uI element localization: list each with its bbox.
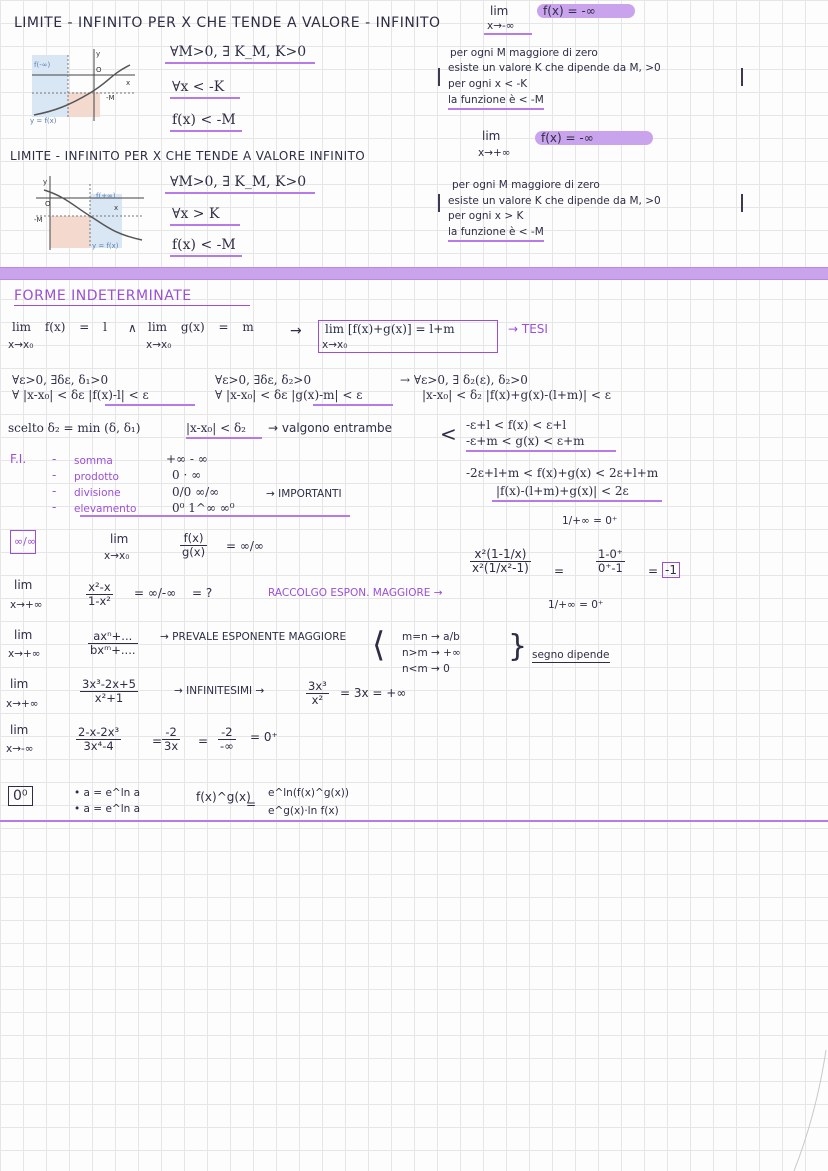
fi-form-3: 0⁰ 1^∞ ∞⁰ bbox=[172, 501, 235, 515]
note1: 1/+∞ = 0⁺ bbox=[562, 515, 618, 527]
section1-cond3: f(x) < -M bbox=[172, 112, 236, 128]
note2: 1/+∞ = 0⁺ bbox=[548, 599, 604, 611]
zero-eq: = bbox=[246, 797, 257, 811]
forme-hyp2-sub: x→x₀ bbox=[146, 339, 172, 351]
forme-def1a: ∀ε>0, ∃δε, δ₁>0 bbox=[12, 373, 109, 387]
svg-text:O: O bbox=[45, 200, 51, 208]
ex4-frac: $\frac{\text{3x³-2x+5}}{\text{x²+1}}$ bbox=[82, 677, 136, 705]
ex3-sub: x→+∞ bbox=[8, 648, 41, 660]
svg-text:y: y bbox=[96, 50, 101, 58]
ex5-lim: lim bbox=[10, 723, 29, 737]
ex5-res: = 0⁺ bbox=[250, 730, 278, 744]
raccolgo: RACCOLGO ESPON. MAGGIORE → bbox=[268, 587, 443, 599]
fi-form-2: 0/0 ∞/∞ bbox=[172, 485, 220, 499]
segno: segno dipende bbox=[532, 649, 610, 661]
section1-desc-0: per ogni M maggiore di zero bbox=[450, 47, 598, 59]
section2-graph bbox=[34, 174, 149, 254]
section1-cond2: ∀x < -K bbox=[172, 79, 225, 95]
ex5-frac: $\frac{\text{2-x-2x³}}{\text{3x⁴-4}}$ bbox=[78, 725, 120, 753]
ex1-sub: x→x₀ bbox=[104, 550, 130, 562]
section2-desc-2: per ogni x > K bbox=[448, 210, 524, 222]
section2-lim-sub: x→+∞ bbox=[478, 147, 511, 159]
section1-lim-underline bbox=[484, 33, 532, 35]
forme-ineq1: -ε+l < f(x) < ε+l bbox=[466, 418, 567, 432]
case-0: m=n → a/b bbox=[402, 631, 460, 643]
svg-text:-M: -M bbox=[34, 216, 43, 224]
inf-box: ∞/∞ bbox=[10, 530, 36, 554]
fi-form-0: +∞ - ∞ bbox=[166, 452, 208, 466]
forme-title: FORME INDETERMINATE bbox=[14, 289, 250, 306]
calc-eq: = bbox=[554, 564, 565, 578]
zero-fx: f(x)^g(x) bbox=[196, 790, 251, 804]
svg-text:y: y bbox=[43, 178, 48, 186]
section1-graph bbox=[30, 45, 145, 125]
forme-hyp1: lim f(x) = l bbox=[12, 320, 107, 334]
ex2-frac: $\frac{\text{x²-x}}{\text{1-x²}}$ bbox=[88, 580, 111, 608]
ex4-res: = 3x = +∞ bbox=[340, 686, 407, 700]
ex2-res2: = ? bbox=[192, 586, 213, 600]
forme-tesi: → TESI bbox=[508, 322, 548, 336]
fi-item-1: prodotto bbox=[74, 471, 119, 483]
section2-cond3: f(x) < -M bbox=[172, 237, 236, 253]
ex1-lim: lim bbox=[110, 532, 129, 546]
calc-result: -1 bbox=[662, 562, 680, 578]
section-divider bbox=[0, 267, 828, 280]
section1-desc-2: per ogni x < -K bbox=[448, 78, 528, 90]
case-2: n<m → 0 bbox=[402, 663, 450, 675]
ex4-sub: x→+∞ bbox=[6, 698, 39, 710]
section2-title: LIMITE - INFINITO PER X CHE TENDE A VALORE INFINITO bbox=[10, 149, 366, 163]
section2-desc-3: la funzione è < -M bbox=[448, 225, 544, 242]
fi-item-0: somma bbox=[74, 455, 113, 467]
case-1: n>m → +∞ bbox=[402, 647, 461, 659]
forme-brace: < bbox=[440, 422, 457, 446]
section2-lim-label: lim bbox=[482, 129, 501, 143]
svg-text:x: x bbox=[126, 79, 131, 87]
section2-desc-1: esiste un valore K che dipende da M, >0 bbox=[448, 195, 661, 207]
bottom-divider bbox=[0, 820, 828, 822]
ex2-lim: lim bbox=[14, 578, 33, 592]
svg-text:y = f(x): y = f(x) bbox=[92, 242, 119, 250]
svg-text:f(+∞): f(+∞) bbox=[96, 192, 116, 200]
fi-form-1: 0 · ∞ bbox=[172, 468, 202, 482]
ex5-sub: x→-∞ bbox=[6, 743, 34, 755]
zero-r2: e^g(x)·ln f(x) bbox=[268, 805, 339, 817]
calc-res-frac: $\frac{1-0^+}{0^+-1}$ bbox=[598, 547, 623, 575]
section1-cond1: ∀M>0, ∃ K_M, K>0 bbox=[170, 44, 307, 60]
forme-def2a: ∀ε>0, ∃δε, δ₂>0 bbox=[215, 373, 312, 387]
section1-lim-label: lim bbox=[490, 4, 509, 18]
svg-text:x: x bbox=[114, 204, 119, 212]
section1-desc-3: la funzione è < -M bbox=[448, 93, 544, 110]
ex5-r2-frac: -2 -∞ bbox=[220, 725, 234, 753]
ex2-res1: = ∞/-∞ bbox=[134, 586, 177, 600]
forme-hyp1-sub: x→x₀ bbox=[8, 339, 34, 351]
graph-label-fx: f(-∞) bbox=[34, 61, 51, 69]
forme-hyp2: lim g(x) = m bbox=[148, 320, 254, 334]
forme-def2b: ∀ |x-x₀| < δε |g(x)-m| < ε bbox=[215, 388, 363, 402]
fi-item-2: divisione bbox=[74, 487, 121, 499]
ex2-sub: x→+∞ bbox=[10, 599, 43, 611]
forme-scelto2: |x-x₀| < δ₂ bbox=[186, 421, 246, 435]
section1-desc-1: esiste un valore K che dipende da M, >0 bbox=[448, 62, 661, 74]
prevale: → PREVALE ESPONENTE MAGGIORE bbox=[160, 631, 347, 643]
forme-valgono: → valgono entrambe bbox=[268, 421, 393, 435]
forme-thesis-sub: x→x₀ bbox=[322, 339, 348, 351]
forme-def3a: → ∀ε>0, ∃ δ₂(ε), δ₂>0 bbox=[400, 373, 528, 387]
infinitesimi: → INFINITESIMI → bbox=[174, 685, 265, 697]
fi-item-3: elevamento bbox=[74, 503, 137, 515]
forme-def1b: ∀ |x-x₀| < δε |f(x)-l| < ε bbox=[12, 388, 149, 402]
fi-label: F.I. bbox=[10, 452, 27, 466]
svg-text:-M: -M bbox=[106, 94, 115, 102]
ex1-eq: = ∞/∞ bbox=[226, 539, 264, 553]
forme-thesis: lim [f(x)+g(x)] = l+m bbox=[318, 320, 498, 353]
ex5-r1-frac: $\frac{-2}{3x}$ bbox=[164, 725, 179, 753]
zero-box: 0⁰ bbox=[8, 786, 33, 806]
ex3-lim: lim bbox=[14, 628, 33, 642]
section1-title: LIMITE - INFINITO PER X CHE TENDE A VALORE - INFINITO bbox=[14, 15, 441, 31]
forme-ineq4: |f(x)-(l+m)+g(x)| < 2ε bbox=[496, 484, 629, 498]
section2-lim-fx: f(x) = -∞ bbox=[535, 131, 653, 145]
calc-frac: $\frac{\text{x²(1-1/x)}}{\text{x²(1/x²-1)}}$ bbox=[472, 547, 529, 575]
section2-cond2: ∀x > K bbox=[172, 206, 220, 222]
forme-and: ∧ bbox=[128, 321, 137, 335]
svg-text:y = f(x): y = f(x) bbox=[30, 117, 57, 125]
ex4-res-frac: $\frac{\text{3x³}}{\text{x²}}$ bbox=[308, 679, 327, 707]
fi-importanti: → IMPORTANTI bbox=[266, 488, 342, 500]
zero-b2: • a = e^ln a bbox=[74, 803, 141, 815]
section1-lim-sub: x→-∞ bbox=[487, 20, 515, 32]
page-curl bbox=[790, 1050, 828, 1171]
forme-arrow: → bbox=[290, 323, 302, 339]
forme-scelto: scelto δ₂ = min (δ, δ₁) bbox=[8, 421, 141, 435]
forme-def3b: |x-x₀| < δ₂ |f(x)+g(x)-(l+m)| < ε bbox=[422, 388, 611, 402]
section2-cond1: ∀M>0, ∃ K_M, K>0 bbox=[170, 174, 307, 190]
ex3-frac: axⁿ+... bxᵐ+.... bbox=[90, 629, 136, 657]
section2-desc-0: per ogni M maggiore di zero bbox=[452, 179, 600, 191]
zero-b1: • a = e^ln a bbox=[74, 787, 141, 799]
forme-ineq3: -2ε+l+m < f(x)+g(x) < 2ε+l+m bbox=[466, 466, 659, 480]
svg-text:O: O bbox=[96, 66, 102, 74]
ex1-frac: $\frac{f(x)}{g(x)}$ bbox=[182, 531, 206, 559]
zero-r1: e^ln(f(x)^g(x)) bbox=[268, 787, 349, 799]
forme-ineq2: -ε+m < g(x) < ε+m bbox=[466, 434, 585, 448]
section1-lim-fx: f(x) = -∞ bbox=[537, 4, 635, 18]
ex4-lim: lim bbox=[10, 677, 29, 691]
